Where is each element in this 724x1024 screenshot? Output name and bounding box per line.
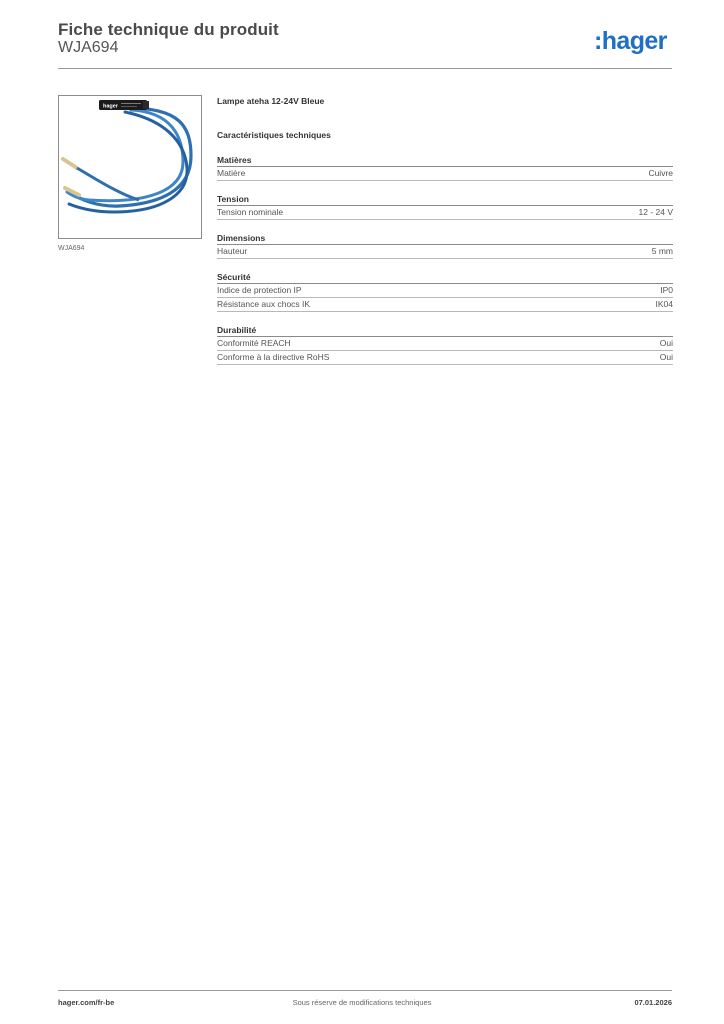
spec-row <box>217 298 673 312</box>
spec-row <box>217 337 673 351</box>
spec-row <box>217 167 673 181</box>
spec-value: Oui <box>659 352 673 362</box>
section-heading: Tension <box>217 194 673 206</box>
spec-label: Tension nominale <box>217 207 284 217</box>
footer-notice: Sous réserve de modifications techniques <box>292 998 432 1007</box>
spec-value: IK04 <box>655 299 673 309</box>
hager-logo: :hager <box>594 27 667 55</box>
page-title: Fiche technique du produit <box>58 20 279 39</box>
spec-label: Matière <box>217 168 246 178</box>
footer-date: 07.01.2026 <box>634 998 672 1007</box>
product-reference: WJA694 <box>58 39 119 56</box>
spec-row <box>217 351 673 365</box>
section-safety <box>217 272 673 312</box>
footer-website-link[interactable]: hager.com/fr-be <box>58 998 115 1007</box>
section-materials <box>217 155 673 181</box>
spec-value: 12 - 24 V <box>638 207 673 217</box>
spec-value: Cuivre <box>648 168 673 178</box>
spec-label: Hauteur <box>217 246 248 256</box>
spec-label: Conformité REACH <box>217 338 291 348</box>
specifications-panel <box>217 96 673 365</box>
section-dimensions <box>217 233 673 259</box>
section-heading: Matières <box>217 155 673 167</box>
spec-value: 5 mm <box>651 246 673 256</box>
section-voltage <box>217 194 673 220</box>
svg-text:hager: hager <box>103 103 118 110</box>
section-heading: Sécurité <box>217 272 673 284</box>
specs-title: Caractéristiques techniques <box>217 130 331 140</box>
footer-divider <box>58 990 672 991</box>
section-heading: Durabilité <box>217 325 673 337</box>
product-name: Lampe ateha 12-24V Bleue <box>217 96 325 106</box>
spec-row <box>217 245 673 259</box>
product-photo-lamp-wires-icon <box>59 96 201 238</box>
spec-value: Oui <box>659 338 673 348</box>
spec-row <box>217 206 673 220</box>
spec-label: Résistance aux chocs IK <box>217 299 311 309</box>
spec-value: IP0 <box>660 285 673 295</box>
section-heading: Dimensions <box>217 233 673 245</box>
spec-label: Conforme à la directive RoHS <box>217 352 330 362</box>
spec-label: Indice de protection IP <box>217 285 302 295</box>
header-divider <box>58 68 672 69</box>
product-photo <box>58 95 202 239</box>
section-durability <box>217 325 673 365</box>
spec-row <box>217 284 673 298</box>
photo-caption: WJA694 <box>58 245 85 252</box>
